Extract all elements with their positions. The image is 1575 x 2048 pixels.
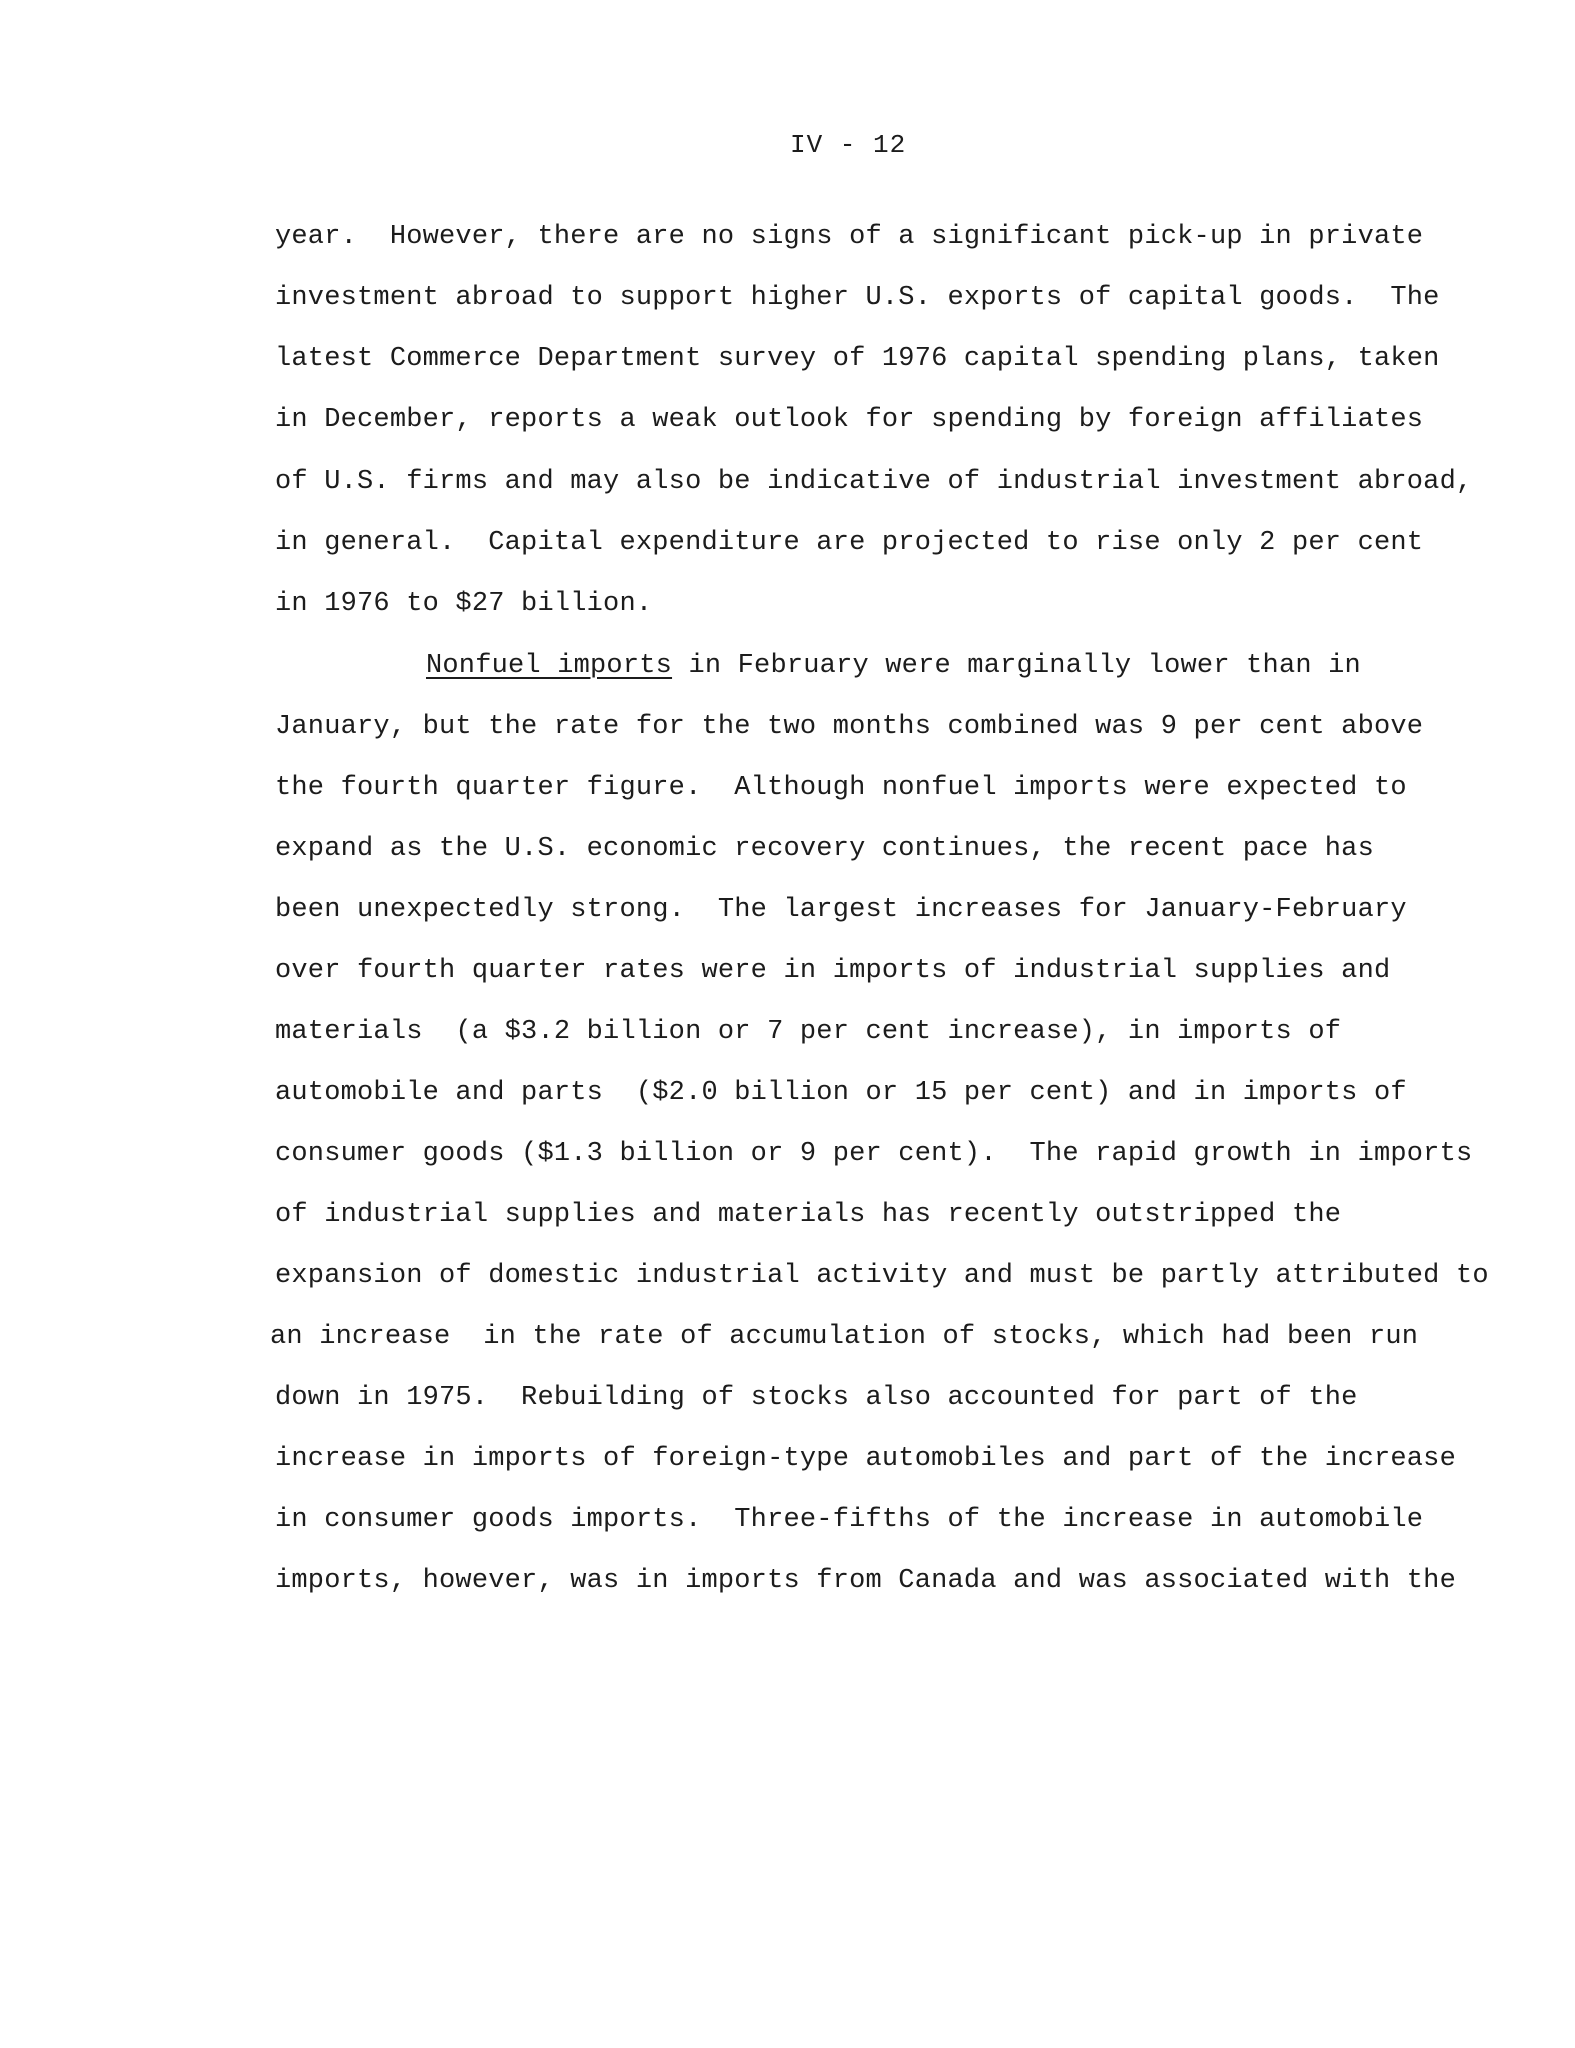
paragraph-line: in December, reports a weak outlook for spending by foreign affiliates <box>275 405 1424 435</box>
paragraph-line: automobile and parts ($2.0 billion or 15 per cent) and in imports of <box>275 1078 1407 1108</box>
paragraph-line: year. However, there are no signs of a significant pick-up in private <box>275 222 1424 252</box>
paragraph-line <box>426 651 1361 681</box>
paragraph-line: consumer goods ($1.3 billion or 9 per cent). The rapid growth in imports <box>275 1139 1473 1169</box>
paragraph-line: January, but the rate for the two months combined was 9 per cent above <box>275 712 1424 742</box>
paragraph-line: over fourth quarter rates were in imports of industrial supplies and <box>275 956 1391 986</box>
paragraph-line: expand as the U.S. economic recovery continues, the recent pace has <box>275 834 1374 864</box>
paragraph-line: in general. Capital expenditure are projected to rise only 2 per cent <box>275 528 1424 558</box>
paragraph-line: imports, however, was in imports from Canada and was associated with the <box>275 1566 1456 1596</box>
paragraph-line: increase in imports of foreign-type automobiles and part of the increase <box>275 1444 1456 1474</box>
paragraph-line: materials (a $3.2 billion or 7 per cent increase), in imports of <box>275 1017 1342 1047</box>
paragraph-line: the fourth quarter figure. Although nonfuel imports were expected to <box>275 773 1407 803</box>
paragraph-line: in 1976 to $27 billion. <box>275 589 653 619</box>
paragraph-line: latest Commerce Department survey of 1976 capital spending plans, taken <box>275 344 1440 374</box>
paragraph-line: of industrial supplies and materials has recently outstripped the <box>275 1200 1342 1230</box>
paragraph-line-text: in February were marginally lower than in <box>672 651 1361 681</box>
section-heading-nonfuel-imports: Nonfuel imports <box>426 651 673 681</box>
paragraph-line: down in 1975. Rebuilding of stocks also accounted for part of the <box>275 1383 1358 1413</box>
paragraph-line: of U.S. firms and may also be indicative of industrial investment abroad, <box>275 467 1473 497</box>
page-number: IV - 12 <box>790 130 907 160</box>
paragraph-line: investment abroad to support higher U.S. exports of capital goods. The <box>275 283 1440 313</box>
paragraph-line: been unexpectedly strong. The largest increases for January-February <box>275 895 1407 925</box>
paragraph-line: an increase in the rate of accumulation of stocks, which had been run <box>270 1322 1419 1352</box>
paragraph-line: expansion of domestic industrial activity and must be partly attributed to <box>275 1261 1489 1291</box>
paragraph-line: in consumer goods imports. Three-fifths of the increase in automobile <box>275 1505 1424 1535</box>
